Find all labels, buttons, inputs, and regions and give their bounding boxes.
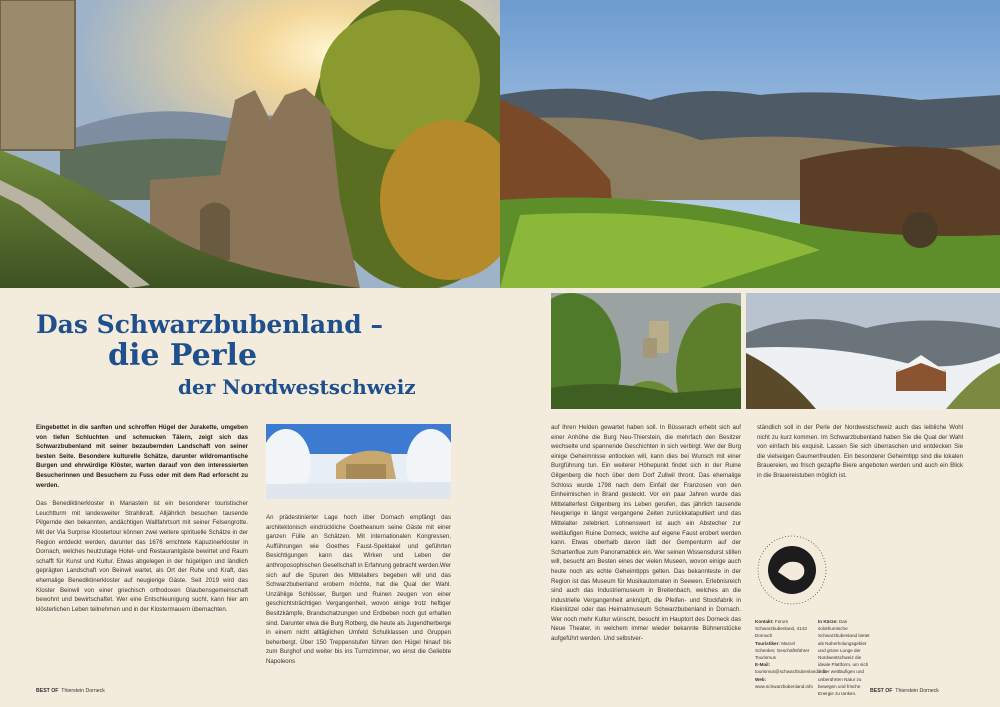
body-paragraph-1: Das Benediktinerkloster in Mariastein ist ein besonderer touristischer Leuchtturm mit landesweiter Strahlkraft. Alljährlich besuchen tausende Pilgernde den bekannten, andächtigen Wallfahrtsort mit seiner Felsengrotte. Mit der Via Surprise Klostertour können zwei weitere spirituelle Schätze in der Region entdeckt werden, darunter das 1676 errichtete Kapuzinerkloster in Dornach, welches heutzutage Hotel- und Restaurantgäste bewirtet und Raum schafft für Kunst und Kultur. Etwas abgelegen in der hügeligen und ländlich geprägten Landschaft von Beinwil wartet, als Ort der Ruhe und Kraft, das ehemalige Benediktinerkloster auf neugierige Gäste. Seit 2019 wird das Kloster Beinwil von einer griechisch orthodoxen Glaubensgemeinschaft bewohnt und bewirtschaftet. Wer eine Entschleunigung sucht, kann hier am klösterlichen Leben teilnehmen und in der Klostermauern übernachten. — [36, 500, 248, 613]
body-paragraph-4: ständlich soll in der Perle der Nordwestschweiz auch das leibliche Wohl nicht zu kurz kommen. Im Schwarzbubenland haben Sie die Qual der Wahl von einfach bis exquisit. Lassen Sie sich überraschen und entdecken Sie die vielseigen Gaumenfreuden. Ein besonderer Geheimtipp sind die lokalen Brauereien, wo frisch gezapfte Biere angeboten werden und auch ein Blick in die Brauereistuben möglich ist. — [757, 424, 963, 479]
text-column-2 — [266, 513, 451, 676]
text-column-3 — [551, 423, 741, 653]
contact-box — [755, 618, 827, 690]
in-kuerze-text: Das solothurnische Schwarzbubenland bietet als Naherholungsgebiet und grüne Lunge der Nordwestschweiz die ideale Plattform, um sich in der weitläufigen und unberührten Natur zu bewegen und frische Energie zu tanken. — [818, 619, 870, 697]
footer-place-left: Thierstein Dorneck — [61, 688, 105, 694]
footer-left — [36, 688, 105, 694]
in-kuerze-box — [818, 618, 873, 697]
text-column-4 — [757, 423, 963, 490]
web-label: Web: — [755, 676, 767, 682]
body-paragraph-3: auf Ihren Helden gewartet haben soll. In Büsserach erhebt sich auf einer Anhöhe die Burg Neu-Thierstein, die mehrfach den Besitzer wechselte und spannende Geschichten in sich verbirgt. Wer der Burg einige Geheimnisse entlocken will, kann dies bei Wunsch mit einer Burgführung tun. Ein weiterer Höhepunkt findet sich in der Ruine Gilgenberg die hoch über dem Dorf Zullwil thront. Das ehemalige Schloss wurde 1798 nach dem Einfall der Franzosen von den Einheimischen in Brand gesteckt. Vor ein paar Jahren wurde das Mittelalterfest Gilgenberg ins Leben gerufen, das jährlich tausende Neugierige in längst vergangene Zeiten zurückkatapultiert und das Mittelalter zelebriert. Lohnenswert ist auch ein Abstecher zur weitläufigen Ruine Dorneck, welche auf eigene Faust erobert werden kann. Etwas oberhalb davon lädt der Gempenturm auf der Schartenflue zum Panoramablick ein. Wer seinen Wissensdurst stillen will, besucht am Besten eines der vielen Museen, wovon einige auch heute noch als echte Geheimtipps gelten. Das bekannteste in der Region ist das Museum für Musikautomaten in Seewen. Erlebnisreich sind auch das Industriemuseum in Breitenbach, welches an die industrielle Vergangenheit anknüpft, die Pfeifen- und Stockfabrik in Kleinlützel oder das Heimatmuseum Schwarzbubenland in Dornach. Wer noch mehr Kultur wünscht, besucht im Hauptort des Dorneck das Neue Theater, in welchem immer wieder bekannte Bühnenstücke aufgeführt werden. Und selbstver- — [551, 424, 741, 643]
goetheanum-winter-photo — [266, 424, 451, 499]
snowy-farm-photo — [746, 293, 1000, 409]
footer-right — [870, 688, 939, 694]
headline-line3: der Nordwestschweiz — [178, 375, 416, 399]
intro-paragraph: Eingebettet in die sanften und schroffen Hügel der Jurakette, umgeben von tiefen Schluchten und schmucken Tälern, zeigt sich das Schwarzbubenland mit seiner bezaubernden Landschaft von seiner besten Seite. Besondere kulturelle Schätze, darunter wildromantische Burgen und ehrwürdige Klöster, warten darauf von den interessierten Besucherinnen und Besuchern zu Fuss oder mit dem Rad erforscht zu werden. — [36, 424, 248, 489]
headline-line2: die Perle — [108, 338, 258, 373]
text-column-1 — [36, 423, 248, 623]
footer-brand-left: BEST OF — [36, 688, 59, 694]
footer-place-right: Thierstein Dorneck — [895, 688, 939, 694]
kontakt-label: Kontakt: — [755, 619, 774, 624]
touristiker-label: Touristiker: — [755, 640, 780, 646]
schwarzbubenland-logo — [754, 532, 830, 608]
headline-line1: Das Schwarzbubenland – — [36, 310, 383, 339]
valley-landscape-photo — [500, 0, 1000, 288]
touristiker-value: Marcel Schenker, Geschäftsführer Tourismus — [755, 640, 810, 661]
web-value[interactable]: www.schwarzbubenland.info — [755, 683, 813, 689]
kontakt-value: Forum Schwarzbubenland, 4143 Dornach — [755, 619, 807, 639]
castle-forest-photo — [551, 293, 741, 409]
in-kuerze-label: In Kürze: — [818, 619, 838, 624]
footer-brand-right: BEST OF — [870, 688, 893, 694]
email-value[interactable]: tourismus@schwarzbubenland.info — [755, 669, 827, 675]
castle-ruin-photo — [0, 0, 500, 288]
body-paragraph-2: An prädestinierter Lage hoch über Dornach empfängt das architektonisch eindrückliche Goetheanum seine Gäste mit einer ganzen Fülle an Schätzen. Mit internationalen Kongressen, Aufführungen wie Goethes Faust-Spektakel und geführten Besichtigungen kann das Wirken und Leben der anthroposophischen Gesellschaft in Erfahrung gebracht werden.Wer sich auf die Spuren des Mittelalters begeben will und das Schwarzbubenland erobern möchte, hat die Qual der Wahl. Unzählige Schlösser, Burgen und Ruinen zeugen von einer geschichtsträchtigen Vergangenheit, wovon einige trotz heftiger Besitzkämpfe, Brandschatzungen und Erdbeben noch gut erhalten sind. Darunter etwa die Burg Rotberg, die heute als Jugendherberge in einem nicht alltäglichen Umfeld Schulklassen und Gruppen beherbergt. Über 150 Treppenstufen führen den Hügel hinauf bis zum Burghof und weiter bis ins Turmzimmer, wo einst die Geliebte Napoleons — [266, 514, 451, 665]
email-label: E-Mail: — [755, 662, 771, 668]
